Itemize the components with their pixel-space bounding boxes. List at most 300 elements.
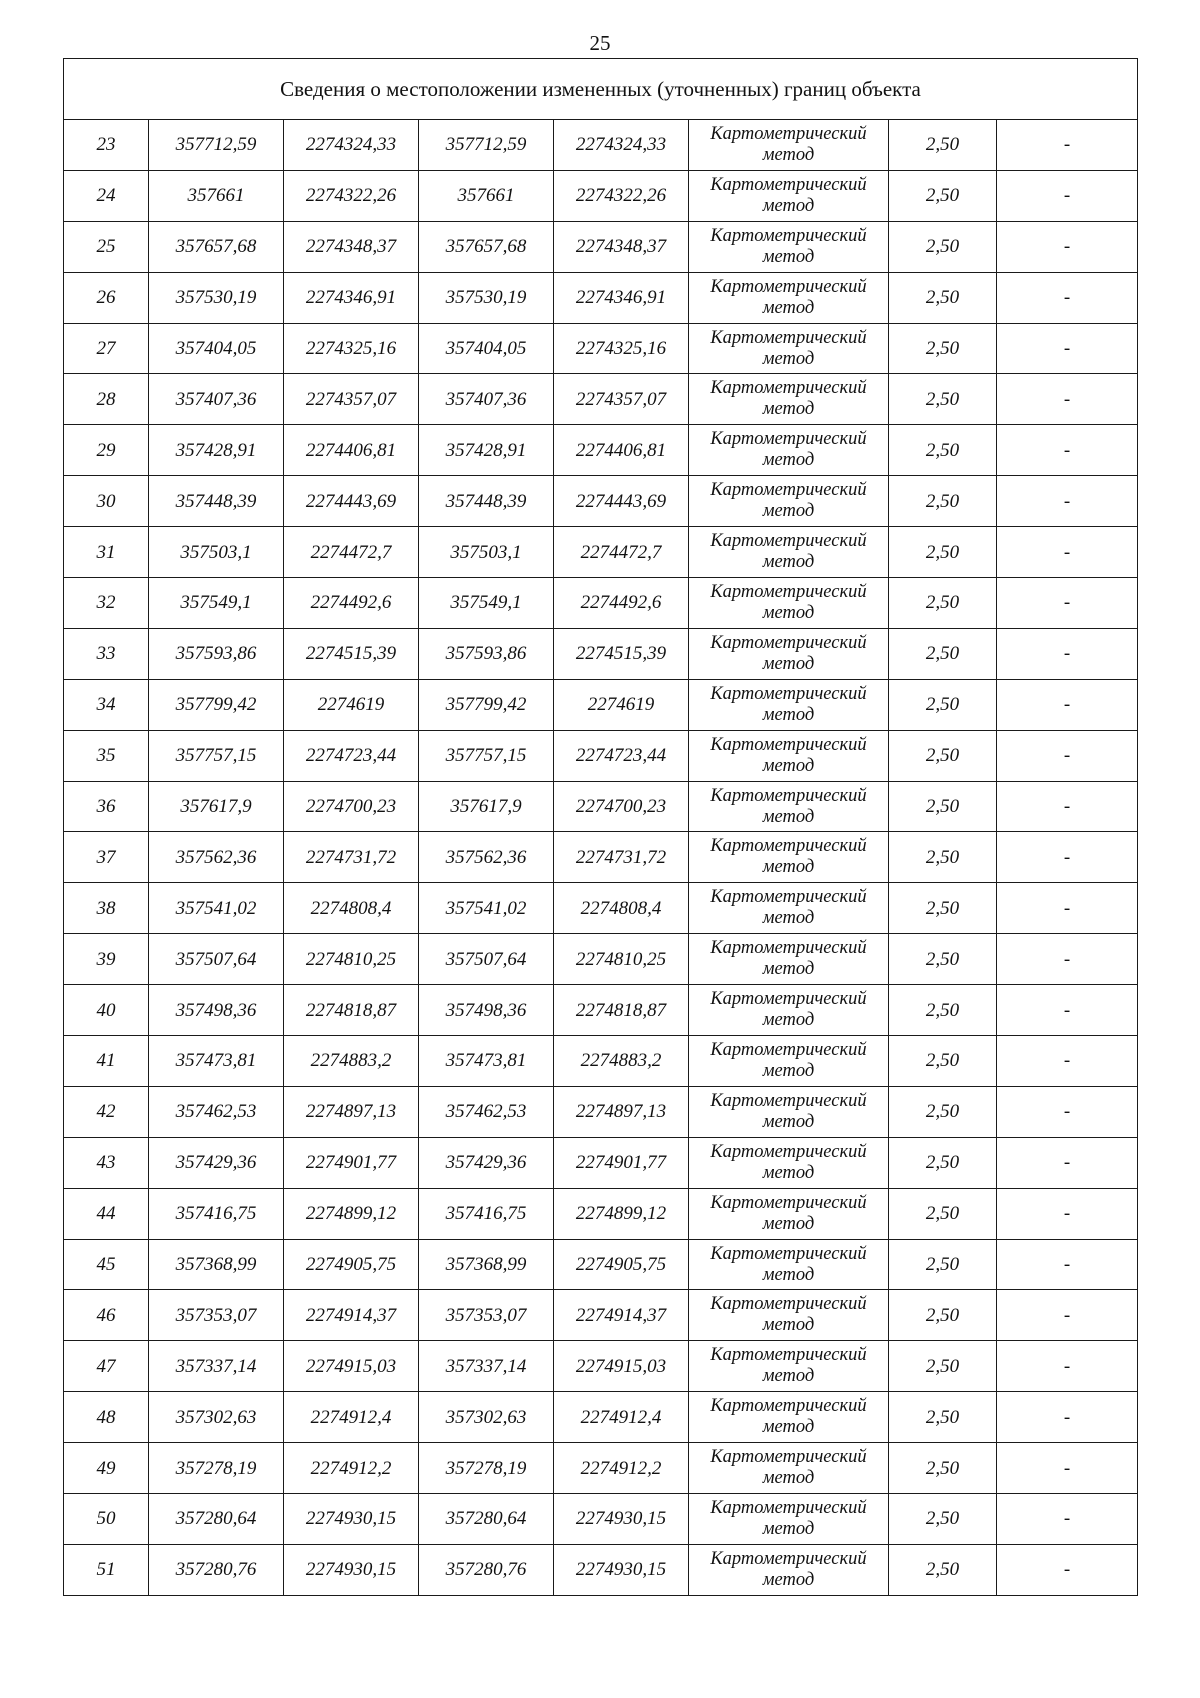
refined-y-cell: 2274912,2 — [554, 1443, 689, 1494]
refined-y-cell: 2274915,03 — [554, 1341, 689, 1392]
existing-x-cell: 357302,63 — [149, 1392, 284, 1443]
precision-cell: 2,50 — [889, 476, 997, 527]
description-cell: - — [997, 985, 1138, 1036]
refined-y-cell: 2274808,4 — [554, 883, 689, 934]
precision-cell: 2,50 — [889, 1086, 997, 1137]
existing-y-cell: 2274808,4 — [284, 883, 419, 934]
precision-cell: 2,50 — [889, 221, 997, 272]
method-line-1: Картометрический — [710, 1294, 867, 1315]
existing-y-cell: 2274901,77 — [284, 1137, 419, 1188]
refined-x-cell: 357799,42 — [419, 679, 554, 730]
method-line-1: Картометрический — [710, 785, 867, 806]
table-row — [64, 1188, 1138, 1239]
method-line-1: Картометрический — [710, 378, 867, 399]
refined-x-cell: 357498,36 — [419, 985, 554, 1036]
method-line-2: метод — [762, 246, 815, 267]
precision-cell: 2,50 — [889, 730, 997, 781]
method-line-1: Картометрический — [710, 1497, 867, 1518]
method-cell — [689, 883, 889, 934]
description-cell: - — [997, 527, 1138, 578]
refined-y-cell: 2274443,69 — [554, 476, 689, 527]
method-cell — [689, 679, 889, 730]
method-cell — [689, 1341, 889, 1392]
description-cell: - — [997, 374, 1138, 425]
existing-y-cell: 2274914,37 — [284, 1290, 419, 1341]
existing-x-cell: 357428,91 — [149, 425, 284, 476]
method-cell — [689, 1392, 889, 1443]
method-line-1: Картометрический — [710, 632, 867, 653]
refined-y-cell: 2274914,37 — [554, 1290, 689, 1341]
refined-y-cell: 2274515,39 — [554, 628, 689, 679]
description-cell: - — [997, 425, 1138, 476]
method-line-1: Картометрический — [710, 1192, 867, 1213]
point-number-cell: 34 — [64, 679, 149, 730]
existing-y-cell: 2274472,7 — [284, 527, 419, 578]
description-cell: - — [997, 1494, 1138, 1545]
existing-y-cell: 2274348,37 — [284, 221, 419, 272]
boundary-table-container — [63, 58, 1137, 1596]
precision-cell: 2,50 — [889, 1239, 997, 1290]
method-cell — [689, 934, 889, 985]
refined-y-cell: 2274930,15 — [554, 1544, 689, 1595]
description-cell: - — [997, 221, 1138, 272]
point-number-cell: 44 — [64, 1188, 149, 1239]
existing-x-cell: 357404,05 — [149, 323, 284, 374]
method-line-1: Картометрический — [710, 1243, 867, 1264]
method-line-1: Картометрический — [710, 683, 867, 704]
method-line-2: метод — [762, 908, 815, 929]
precision-cell: 2,50 — [889, 170, 997, 221]
table-row — [64, 1137, 1138, 1188]
point-number-cell: 33 — [64, 628, 149, 679]
description-cell: - — [997, 1036, 1138, 1087]
point-number-cell: 47 — [64, 1341, 149, 1392]
refined-y-cell: 2274406,81 — [554, 425, 689, 476]
precision-cell: 2,50 — [889, 781, 997, 832]
table-row — [64, 272, 1138, 323]
method-cell — [689, 221, 889, 272]
point-number-cell: 35 — [64, 730, 149, 781]
method-line-2: метод — [762, 806, 815, 827]
method-line-2: метод — [762, 1315, 815, 1336]
existing-y-cell: 2274930,15 — [284, 1544, 419, 1595]
refined-x-cell: 357278,19 — [419, 1443, 554, 1494]
refined-x-cell: 357503,1 — [419, 527, 554, 578]
method-line-2: метод — [762, 1111, 815, 1132]
existing-y-cell: 2274731,72 — [284, 832, 419, 883]
refined-x-cell: 357541,02 — [419, 883, 554, 934]
description-cell: - — [997, 476, 1138, 527]
point-number-cell: 51 — [64, 1544, 149, 1595]
method-cell — [689, 476, 889, 527]
existing-y-cell: 2274883,2 — [284, 1036, 419, 1087]
method-line-1: Картометрический — [710, 1396, 867, 1417]
precision-cell: 2,50 — [889, 985, 997, 1036]
refined-x-cell: 357462,53 — [419, 1086, 554, 1137]
precision-cell: 2,50 — [889, 272, 997, 323]
method-line-1: Картометрический — [710, 327, 867, 348]
method-line-2: метод — [762, 1518, 815, 1539]
method-cell — [689, 628, 889, 679]
method-cell — [689, 1290, 889, 1341]
precision-cell: 2,50 — [889, 1341, 997, 1392]
method-cell — [689, 985, 889, 1036]
method-line-2: метод — [762, 857, 815, 878]
point-number-cell: 24 — [64, 170, 149, 221]
point-number-cell: 36 — [64, 781, 149, 832]
method-line-2: метод — [762, 195, 815, 216]
description-cell: - — [997, 832, 1138, 883]
description-cell: - — [997, 1544, 1138, 1595]
existing-y-cell: 2274515,39 — [284, 628, 419, 679]
table-row — [64, 1494, 1138, 1545]
existing-x-cell: 357407,36 — [149, 374, 284, 425]
description-cell: - — [997, 781, 1138, 832]
refined-x-cell: 357562,36 — [419, 832, 554, 883]
point-number-cell: 38 — [64, 883, 149, 934]
method-cell — [689, 1036, 889, 1087]
precision-cell: 2,50 — [889, 832, 997, 883]
refined-x-cell: 357473,81 — [419, 1036, 554, 1087]
refined-y-cell: 2274325,16 — [554, 323, 689, 374]
refined-x-cell: 357353,07 — [419, 1290, 554, 1341]
method-line-2: метод — [762, 959, 815, 980]
existing-x-cell: 357473,81 — [149, 1036, 284, 1087]
existing-x-cell: 357498,36 — [149, 985, 284, 1036]
page-number: 25 — [589, 31, 611, 55]
description-cell: - — [997, 679, 1138, 730]
refined-x-cell: 357429,36 — [419, 1137, 554, 1188]
method-line-2: метод — [762, 1213, 815, 1234]
refined-y-cell: 2274492,6 — [554, 578, 689, 629]
refined-x-cell: 357617,9 — [419, 781, 554, 832]
table-row — [64, 170, 1138, 221]
table-row — [64, 832, 1138, 883]
existing-x-cell: 357278,19 — [149, 1443, 284, 1494]
refined-x-cell: 357302,63 — [419, 1392, 554, 1443]
precision-cell: 2,50 — [889, 1036, 997, 1087]
table-row — [64, 578, 1138, 629]
method-cell — [689, 1137, 889, 1188]
refined-y-cell: 2274901,77 — [554, 1137, 689, 1188]
precision-cell: 2,50 — [889, 1494, 997, 1545]
refined-x-cell: 357661 — [419, 170, 554, 221]
refined-y-cell: 2274897,13 — [554, 1086, 689, 1137]
table-row — [64, 1443, 1138, 1494]
point-number-cell: 29 — [64, 425, 149, 476]
point-number-cell: 26 — [64, 272, 149, 323]
table-row — [64, 1341, 1138, 1392]
method-line-2: метод — [762, 704, 815, 725]
method-line-1: Картометрический — [710, 1548, 867, 1569]
existing-y-cell: 2274443,69 — [284, 476, 419, 527]
existing-y-cell: 2274492,6 — [284, 578, 419, 629]
refined-y-cell: 2274912,4 — [554, 1392, 689, 1443]
table-row — [64, 425, 1138, 476]
precision-cell: 2,50 — [889, 1137, 997, 1188]
method-line-1: Картометрический — [710, 1345, 867, 1366]
refined-x-cell: 357404,05 — [419, 323, 554, 374]
point-number-cell: 23 — [64, 120, 149, 171]
point-number-cell: 37 — [64, 832, 149, 883]
table-row — [64, 323, 1138, 374]
refined-x-cell: 357757,15 — [419, 730, 554, 781]
boundary-coordinates-table — [63, 58, 1138, 1596]
point-number-cell: 30 — [64, 476, 149, 527]
method-line-2: метод — [762, 399, 815, 420]
existing-x-cell: 357280,64 — [149, 1494, 284, 1545]
method-line-2: метод — [762, 1060, 815, 1081]
existing-x-cell: 357712,59 — [149, 120, 284, 171]
table-title-row — [64, 59, 1138, 120]
existing-y-cell: 2274912,2 — [284, 1443, 419, 1494]
refined-x-cell: 357712,59 — [419, 120, 554, 171]
refined-y-cell: 2274883,2 — [554, 1036, 689, 1087]
refined-y-cell: 2274700,23 — [554, 781, 689, 832]
existing-y-cell: 2274912,4 — [284, 1392, 419, 1443]
method-line-1: Картометрический — [710, 836, 867, 857]
method-cell — [689, 425, 889, 476]
method-cell — [689, 170, 889, 221]
existing-x-cell: 357337,14 — [149, 1341, 284, 1392]
table-row — [64, 1290, 1138, 1341]
refined-y-cell: 2274348,37 — [554, 221, 689, 272]
method-line-1: Картометрический — [710, 429, 867, 450]
existing-x-cell: 357661 — [149, 170, 284, 221]
table-row — [64, 883, 1138, 934]
existing-x-cell: 357593,86 — [149, 628, 284, 679]
method-line-1: Картометрический — [710, 1447, 867, 1468]
existing-y-cell: 2274325,16 — [284, 323, 419, 374]
point-number-cell: 43 — [64, 1137, 149, 1188]
existing-y-cell: 2274915,03 — [284, 1341, 419, 1392]
table-row — [64, 476, 1138, 527]
description-cell: - — [997, 730, 1138, 781]
description-cell: - — [997, 1341, 1138, 1392]
point-number-cell: 27 — [64, 323, 149, 374]
method-line-2: метод — [762, 501, 815, 522]
method-cell — [689, 323, 889, 374]
description-cell: - — [997, 1443, 1138, 1494]
point-number-cell: 42 — [64, 1086, 149, 1137]
precision-cell: 2,50 — [889, 679, 997, 730]
precision-cell: 2,50 — [889, 934, 997, 985]
method-cell — [689, 374, 889, 425]
existing-y-cell: 2274930,15 — [284, 1494, 419, 1545]
point-number-cell: 41 — [64, 1036, 149, 1087]
refined-y-cell: 2274818,87 — [554, 985, 689, 1036]
refined-x-cell: 357407,36 — [419, 374, 554, 425]
existing-x-cell: 357541,02 — [149, 883, 284, 934]
point-number-cell: 46 — [64, 1290, 149, 1341]
refined-x-cell: 357657,68 — [419, 221, 554, 272]
precision-cell: 2,50 — [889, 120, 997, 171]
point-number-cell: 25 — [64, 221, 149, 272]
description-cell: - — [997, 272, 1138, 323]
method-line-2: метод — [762, 1366, 815, 1387]
existing-y-cell: 2274346,91 — [284, 272, 419, 323]
table-row — [64, 221, 1138, 272]
method-line-2: метод — [762, 653, 815, 674]
method-line-2: метод — [762, 450, 815, 471]
method-cell — [689, 527, 889, 578]
table-row — [64, 679, 1138, 730]
method-line-2: метод — [762, 1468, 815, 1489]
refined-y-cell: 2274357,07 — [554, 374, 689, 425]
precision-cell: 2,50 — [889, 628, 997, 679]
method-line-2: метод — [762, 1264, 815, 1285]
method-cell — [689, 1494, 889, 1545]
existing-x-cell: 357549,1 — [149, 578, 284, 629]
existing-y-cell: 2274723,44 — [284, 730, 419, 781]
existing-y-cell: 2274899,12 — [284, 1188, 419, 1239]
method-cell — [689, 730, 889, 781]
method-line-1: Картометрический — [710, 480, 867, 501]
existing-y-cell: 2274357,07 — [284, 374, 419, 425]
refined-y-cell: 2274322,26 — [554, 170, 689, 221]
description-cell: - — [997, 170, 1138, 221]
refined-y-cell: 2274810,25 — [554, 934, 689, 985]
precision-cell: 2,50 — [889, 1392, 997, 1443]
refined-x-cell: 357337,14 — [419, 1341, 554, 1392]
method-cell — [689, 1188, 889, 1239]
method-line-1: Картометрический — [710, 734, 867, 755]
method-line-2: метод — [762, 1162, 815, 1183]
existing-x-cell: 357429,36 — [149, 1137, 284, 1188]
refined-x-cell: 357593,86 — [419, 628, 554, 679]
refined-y-cell: 2274619 — [554, 679, 689, 730]
method-line-1: Картометрический — [710, 1039, 867, 1060]
method-line-2: метод — [762, 144, 815, 165]
table-row — [64, 781, 1138, 832]
precision-cell: 2,50 — [889, 1443, 997, 1494]
existing-x-cell: 357757,15 — [149, 730, 284, 781]
precision-cell: 2,50 — [889, 527, 997, 578]
existing-y-cell: 2274905,75 — [284, 1239, 419, 1290]
existing-x-cell: 357507,64 — [149, 934, 284, 985]
precision-cell: 2,50 — [889, 1290, 997, 1341]
point-number-cell: 40 — [64, 985, 149, 1036]
description-cell: - — [997, 1137, 1138, 1188]
table-row — [64, 1392, 1138, 1443]
method-line-1: Картометрический — [710, 1090, 867, 1111]
method-cell — [689, 1544, 889, 1595]
refined-x-cell: 357428,91 — [419, 425, 554, 476]
description-cell: - — [997, 1188, 1138, 1239]
table-row — [64, 120, 1138, 171]
refined-x-cell: 357530,19 — [419, 272, 554, 323]
table-row — [64, 1544, 1138, 1595]
existing-x-cell: 357503,1 — [149, 527, 284, 578]
method-line-1: Картометрический — [710, 531, 867, 552]
existing-x-cell: 357617,9 — [149, 781, 284, 832]
method-line-2: метод — [762, 1010, 815, 1031]
existing-y-cell: 2274818,87 — [284, 985, 419, 1036]
existing-y-cell: 2274619 — [284, 679, 419, 730]
description-cell: - — [997, 578, 1138, 629]
method-line-1: Картометрический — [710, 225, 867, 246]
table-row — [64, 527, 1138, 578]
description-cell: - — [997, 934, 1138, 985]
point-number-cell: 39 — [64, 934, 149, 985]
table-row — [64, 628, 1138, 679]
table-row — [64, 374, 1138, 425]
precision-cell: 2,50 — [889, 578, 997, 629]
point-number-cell: 45 — [64, 1239, 149, 1290]
point-number-cell: 28 — [64, 374, 149, 425]
existing-x-cell: 357416,75 — [149, 1188, 284, 1239]
table-row — [64, 730, 1138, 781]
existing-x-cell: 357353,07 — [149, 1290, 284, 1341]
refined-x-cell: 357368,99 — [419, 1239, 554, 1290]
refined-x-cell: 357280,64 — [419, 1494, 554, 1545]
description-cell: - — [997, 120, 1138, 171]
method-line-2: метод — [762, 602, 815, 623]
precision-cell: 2,50 — [889, 323, 997, 374]
existing-x-cell: 357462,53 — [149, 1086, 284, 1137]
existing-y-cell: 2274322,26 — [284, 170, 419, 221]
method-line-2: метод — [762, 297, 815, 318]
existing-y-cell: 2274897,13 — [284, 1086, 419, 1137]
existing-x-cell: 357562,36 — [149, 832, 284, 883]
existing-y-cell: 2274324,33 — [284, 120, 419, 171]
method-line-1: Картометрический — [710, 938, 867, 959]
method-line-1: Картометрический — [710, 123, 867, 144]
table-row — [64, 1036, 1138, 1087]
refined-y-cell: 2274905,75 — [554, 1239, 689, 1290]
refined-x-cell: 357507,64 — [419, 934, 554, 985]
method-line-2: метод — [762, 1569, 815, 1590]
method-line-1: Картометрический — [710, 887, 867, 908]
point-number-cell: 48 — [64, 1392, 149, 1443]
method-cell — [689, 272, 889, 323]
point-number-cell: 50 — [64, 1494, 149, 1545]
method-line-2: метод — [762, 552, 815, 573]
point-number-cell: 31 — [64, 527, 149, 578]
description-cell: - — [997, 628, 1138, 679]
method-cell — [689, 1239, 889, 1290]
table-row — [64, 1239, 1138, 1290]
existing-x-cell: 357799,42 — [149, 679, 284, 730]
precision-cell: 2,50 — [889, 883, 997, 934]
refined-y-cell: 2274899,12 — [554, 1188, 689, 1239]
method-line-2: метод — [762, 755, 815, 776]
existing-y-cell: 2274406,81 — [284, 425, 419, 476]
point-number-cell: 32 — [64, 578, 149, 629]
description-cell: - — [997, 1392, 1138, 1443]
method-line-1: Картометрический — [710, 276, 867, 297]
refined-x-cell: 357416,75 — [419, 1188, 554, 1239]
precision-cell: 2,50 — [889, 425, 997, 476]
description-cell: - — [997, 883, 1138, 934]
refined-x-cell: 357448,39 — [419, 476, 554, 527]
existing-x-cell: 357657,68 — [149, 221, 284, 272]
description-cell: - — [997, 1086, 1138, 1137]
existing-x-cell: 357280,76 — [149, 1544, 284, 1595]
method-line-2: метод — [762, 348, 815, 369]
existing-x-cell: 357530,19 — [149, 272, 284, 323]
refined-y-cell: 2274723,44 — [554, 730, 689, 781]
existing-x-cell: 357368,99 — [149, 1239, 284, 1290]
refined-y-cell: 2274472,7 — [554, 527, 689, 578]
description-cell: - — [997, 323, 1138, 374]
method-line-1: Картометрический — [710, 989, 867, 1010]
description-cell: - — [997, 1239, 1138, 1290]
refined-y-cell: 2274346,91 — [554, 272, 689, 323]
refined-y-cell: 2274731,72 — [554, 832, 689, 883]
precision-cell: 2,50 — [889, 1544, 997, 1595]
method-cell — [689, 781, 889, 832]
